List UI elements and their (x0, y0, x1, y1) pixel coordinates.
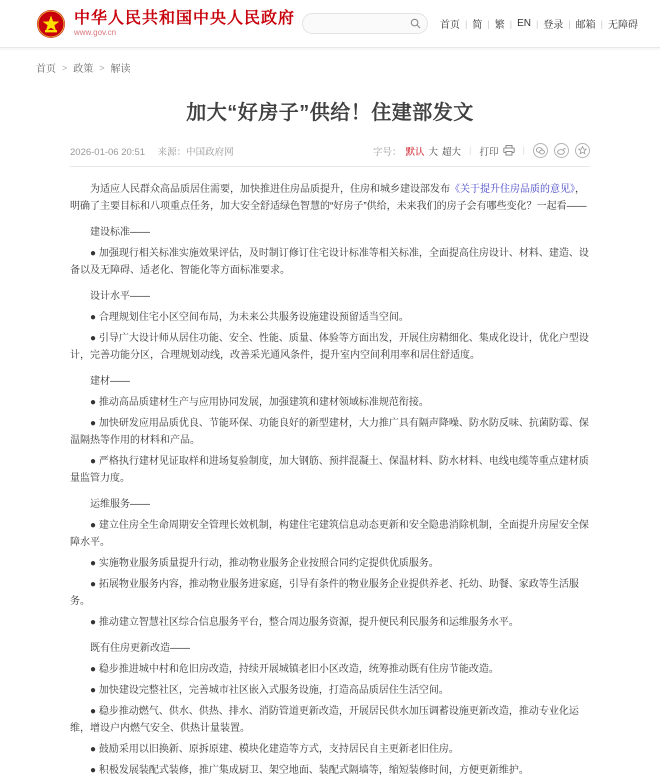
article (70, 99, 590, 779)
section-3-bullet-3: ● 推动建立智慧社区综合信息服务平台，整合周边服务资源，提升便民利民服务和运维服务水平。 (90, 617, 519, 628)
section-4-bullet-1: ● 加快建设完整社区，完善城市社区嵌入式服务设施，打造高品质居住生活空间。 (90, 685, 449, 696)
source-label: 来源： (157, 146, 187, 158)
section-1-bullet-1: ● 引导广大设计师从居住功能、安全、性能、质量、体验等方面出发，开展住房精细化、集成化设计，优化户型设计，完善功能分区，合理规划动线，改善采光通风条件，提升室内空间利用率和居住舒适度。 (70, 333, 589, 361)
breadcrumb-separator: > (62, 62, 68, 73)
section-4-bullet-4: ● 积极发展装配式装修，推广集成厨卫、架空地面、装配式隔墙等，缩短装修时间，方便更新维护。 (90, 765, 529, 776)
article-sections (70, 224, 590, 779)
top-nav-link-1[interactable]: 简 (472, 20, 483, 31)
divider: | (522, 145, 525, 156)
nav-separator: | (487, 18, 490, 29)
top-nav-link-0[interactable]: 首页 (440, 20, 461, 31)
section-2-bullet-0: ● 推动高品质建材生产与应用协同发展，加强建筑和建材领域标准规范衔接。 (90, 397, 429, 408)
site-logo[interactable] (36, 9, 295, 39)
national-emblem-icon (36, 9, 66, 39)
policy-document-link[interactable]: 《关于提升住房品质的意见》 (450, 184, 575, 195)
section-heading-0: 建设标准—— (90, 227, 150, 238)
article-date: 2026-01-06 20:51 (70, 146, 146, 158)
source-name[interactable]: 中国政府网 (186, 146, 234, 158)
share-wechat-icon[interactable] (533, 143, 548, 158)
section-heading-3: 运维服务—— (90, 499, 150, 510)
top-nav (440, 16, 638, 31)
top-nav-link-3[interactable]: EN (517, 18, 531, 29)
section-4-bullet-0: ● 稳步推进城中村和危旧房改造，持续开展城镇老旧小区改造，统筹推动既有住房节能改造。 (90, 664, 499, 675)
breadcrumb-separator: > (99, 62, 105, 73)
share-more-icon[interactable] (575, 143, 590, 158)
section-2-bullet-1: ● 加快研发应用品质优良、节能环保、功能良好的新型建材，大力推广具有隔声降噪、防水防反味、抗菌防霉、保温隔热等作用的材料和产品。 (70, 418, 589, 446)
section-3-bullet-0: ● 建立住房全生命周期安全管理长效机制，构建住宅建筑信息动态更新和安全隐患消除机制，全面提升房屋安全保障水平。 (70, 520, 589, 548)
search-input[interactable] (313, 19, 410, 29)
share-group (533, 143, 590, 158)
nav-separator: | (600, 18, 603, 29)
article-meta-row (70, 143, 590, 167)
breadcrumb-item-2[interactable]: 解读 (110, 64, 131, 75)
top-nav-link-4[interactable]: 登录 (543, 20, 564, 31)
section-heading-2: 建材—— (90, 376, 130, 387)
printer-icon (503, 145, 515, 156)
article-body (70, 181, 590, 779)
font-size-option-1[interactable]: 大 (428, 146, 439, 158)
font-size-option-2[interactable]: 超大 (442, 146, 462, 158)
print-button[interactable]: 打印 (480, 144, 515, 158)
section-3-bullet-2: ● 拓展物业服务内容，推动物业服务进家庭，引导有条件的物业服务企业提供养老、托幼、助餐、家政等生活服务。 (70, 579, 579, 607)
article-title: 加大“好房子”供给！住建部发文 (186, 102, 474, 124)
intro-text: 为适应人民群众高品质居住需要，加快推进住房品质提升，住房和城乡建设部发布 (90, 184, 450, 195)
section-1-bullet-0: ● 合理规划住宅小区空间布局，为未来公共服务设施建设预留适当空间。 (90, 312, 409, 323)
font-size-label: 字号： (372, 146, 402, 158)
intro-paragraph (70, 181, 590, 215)
section-4-bullet-3: ● 鼓励采用以旧换新、原拆原建、模块化建造等方式，支持居民自主更新老旧住房。 (90, 744, 459, 755)
font-size-option-0[interactable]: 默认 (405, 146, 425, 158)
section-3-bullet-1: ● 实施物业服务质量提升行动，推动物业服务企业按照合同约定提供优质服务。 (90, 558, 439, 569)
section-heading-4: 既有住房更新改造—— (90, 643, 190, 654)
search-box[interactable] (302, 13, 428, 34)
breadcrumb (0, 48, 660, 75)
site-header (0, 0, 660, 48)
top-nav-link-5[interactable]: 邮箱 (575, 20, 596, 31)
section-4-bullet-2: ● 稳步推动燃气、供水、供热、排水、消防管道更新改造，开展居民供水加压调蓄设施更新改造，推动专业化运维，增设户内燃气安全、供热计量装置。 (70, 706, 579, 734)
nav-separator: | (509, 18, 513, 29)
top-nav-link-2[interactable]: 繁 (494, 20, 505, 31)
site-url: www.gov.cn (74, 27, 117, 37)
nav-separator: | (568, 18, 571, 29)
divider: | (469, 145, 472, 156)
breadcrumb-item-0[interactable]: 首页 (36, 64, 56, 75)
section-0-bullet-0: ● 加强现行相关标准实施效果评估，及时制订修订住宅设计标准等相关标准，全面提高住房设计、材料、建造、设备以及无障碍、适老化、智能化等方面标准要求。 (70, 248, 589, 276)
top-nav-link-6[interactable]: 无障碍 (608, 20, 638, 31)
nav-separator: | (465, 18, 468, 29)
nav-separator: | (535, 18, 539, 29)
section-2-bullet-2: ● 严格执行建材见证取样和进场复验制度，加大钢筋、预拌混凝土、保温材料、防水材料、电线电缆等重点建材质量监管力度。 (70, 456, 589, 484)
search-icon[interactable] (410, 18, 421, 29)
share-weibo-icon[interactable] (554, 143, 569, 158)
font-size-options (402, 144, 462, 158)
section-heading-1: 设计水平—— (90, 291, 150, 302)
site-title: 中华人民共和国中央人民政府 (74, 9, 296, 27)
breadcrumb-item-1[interactable]: 政策 (73, 64, 94, 75)
intro-text: ，明确了主要目标和八项重点任务，加大安全舒适绿色智慧的“好房子”供给，未来我们的房子会有哪些变化？一起看—— (70, 184, 587, 212)
